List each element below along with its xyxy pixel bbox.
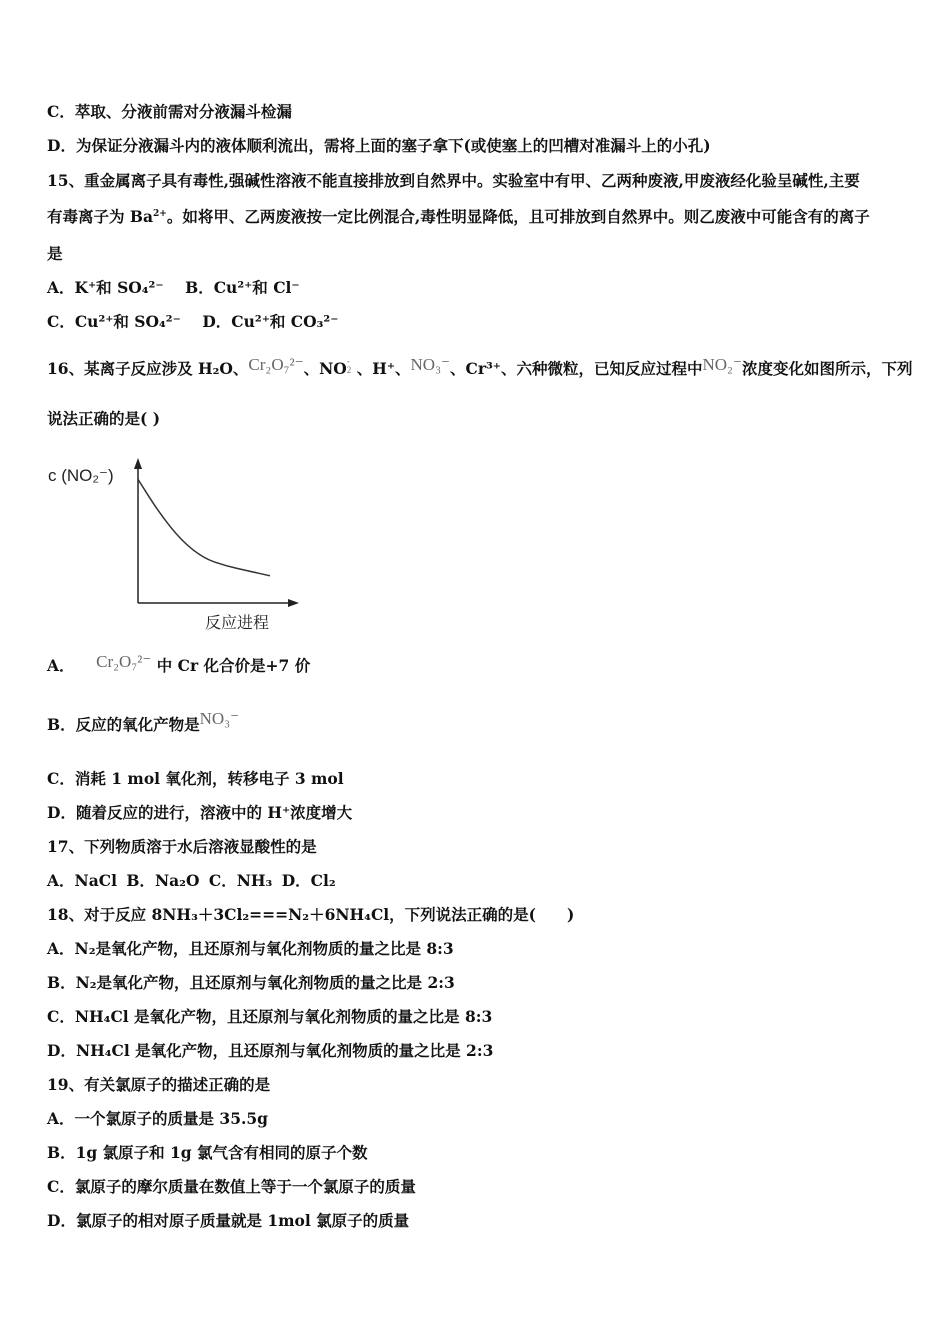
- q16-stem-b: 、NO: [303, 359, 347, 378]
- q15-stem-line1: 15、重金属离子具有毒性,强碱性溶液不能直接排放到自然界中。实验室中有甲、乙两种废液,甲废液经化验呈碱性,主要: [47, 171, 860, 190]
- q17-stem: 17、下列物质溶于水后溶液显酸性的是: [47, 837, 317, 856]
- q15-stem-line3: 是: [47, 244, 63, 263]
- no3-ion-image-b: NO₃⁻: [199, 708, 240, 728]
- q15-option-d: D．Cu²⁺和 CO₃²⁻: [202, 312, 339, 331]
- q18-stem: 18、对于反应 8NH₃＋3Cl₂===N₂＋6NH₄Cl，下列说法正确的是( ): [47, 905, 575, 924]
- q18-option-a: A．N₂是氧化产物，且还原剂与氧化剂物质的量之比是 8:3: [47, 939, 454, 958]
- q18-option-b: B．N₂是氧化产物，且还原剂与氧化剂物质的量之比是 2:3: [47, 973, 455, 992]
- q16-stem-line2: 说法正确的是( ): [47, 409, 161, 428]
- q16-option-a-text: 中 Cr 化合价是+7 价: [156, 656, 311, 675]
- q17-options: A．NaCl B．Na₂O C．NH₃ D．Cl₂: [47, 871, 336, 890]
- q16-option-b-text: B．反应的氧化产物是: [47, 715, 200, 734]
- q19-option-d: D．氯原子的相对原子质量就是 1mol 氯原子的质量: [47, 1211, 410, 1230]
- no3-ion-image: NO₃⁻: [410, 354, 450, 374]
- q14-option-d: D．为保证分液漏斗内的液体顺利流出，需将上面的塞子拿下(或使塞上的凹槽对准漏斗上的小孔): [47, 136, 711, 155]
- q16-option-d: D．随着反应的进行，溶液中的 H⁺浓度增大: [47, 803, 353, 822]
- q18-option-c: C．NH₄Cl 是氧化产物，且还原剂与氧化剂物质的量之比是 8:3: [47, 1007, 493, 1026]
- no2-ion-image: NO₂⁻: [702, 354, 742, 374]
- no2-superscript: - 2: [346, 356, 352, 375]
- q19-stem: 19、有关氯原子的描述正确的是: [47, 1075, 271, 1094]
- q19-option-a: A．一个氯原子的质量是 35.5g: [47, 1109, 269, 1128]
- q16-stem-d: 、Cr³⁺、六种微粒，已知反应过程中: [449, 359, 703, 378]
- q15-option-b: B．Cu²⁺和 Cl⁻: [185, 278, 300, 297]
- q16-option-b: [47, 708, 907, 736]
- q19-option-c: C．氯原子的摩尔质量在数值上等于一个氯原子的质量: [47, 1177, 416, 1196]
- q15-options-cd: [47, 312, 907, 332]
- cr2o7-ion-image: Cr₂O₇²⁻: [248, 354, 304, 374]
- q16-stem-c: 、H⁺、: [356, 359, 411, 378]
- q19-option-b: B．1g 氯原子和 1g 氯气含有相同的原子个数: [47, 1143, 368, 1162]
- q15-option-a: A．K⁺和 SO₄²⁻: [47, 278, 164, 297]
- q15-stem2-sup: 2+: [153, 208, 167, 219]
- series-line: [138, 479, 270, 575]
- y-axis-arrow: [134, 458, 142, 469]
- q16-stem-e: 浓度变化如图所示，下列: [741, 359, 913, 378]
- q16-option-a: [47, 651, 907, 677]
- q16-option-a-label: A．: [47, 656, 75, 675]
- x-axis-arrow: [288, 599, 299, 607]
- y-axis-label: c (NO₂⁻): [48, 466, 114, 485]
- q15-options-ab: [47, 278, 907, 298]
- cr2o7-ion-image-a: Cr₂O₇²⁻: [96, 651, 152, 671]
- q15-option-c: C．Cu²⁺和 SO₄²⁻: [47, 312, 181, 331]
- q15-stem-line2: [47, 207, 907, 227]
- q16-stem-a: 16、某离子反应涉及 H₂O、: [47, 359, 249, 378]
- q16-stem-line1: [47, 354, 913, 380]
- q14-option-c: C．萃取、分液前需对分液漏斗检漏: [47, 102, 292, 121]
- q18-option-d: D．NH₄Cl 是氧化产物，且还原剂与氧化剂物质的量之比是 2:3: [47, 1041, 494, 1060]
- x-axis-label: 反应进程: [205, 613, 270, 632]
- q15-stem2a: 有毒离子为 Ba: [47, 207, 154, 226]
- q16-option-c: C．消耗 1 mol 氧化剂，转移电子 3 mol: [47, 769, 344, 788]
- no2-concentration-chart: [45, 455, 315, 635]
- q15-stem2b: 。如将甲、乙两废液按一定比例混合,毒性明显降低，且可排放到自然界中。则乙废液中可能含有的离子: [166, 207, 870, 226]
